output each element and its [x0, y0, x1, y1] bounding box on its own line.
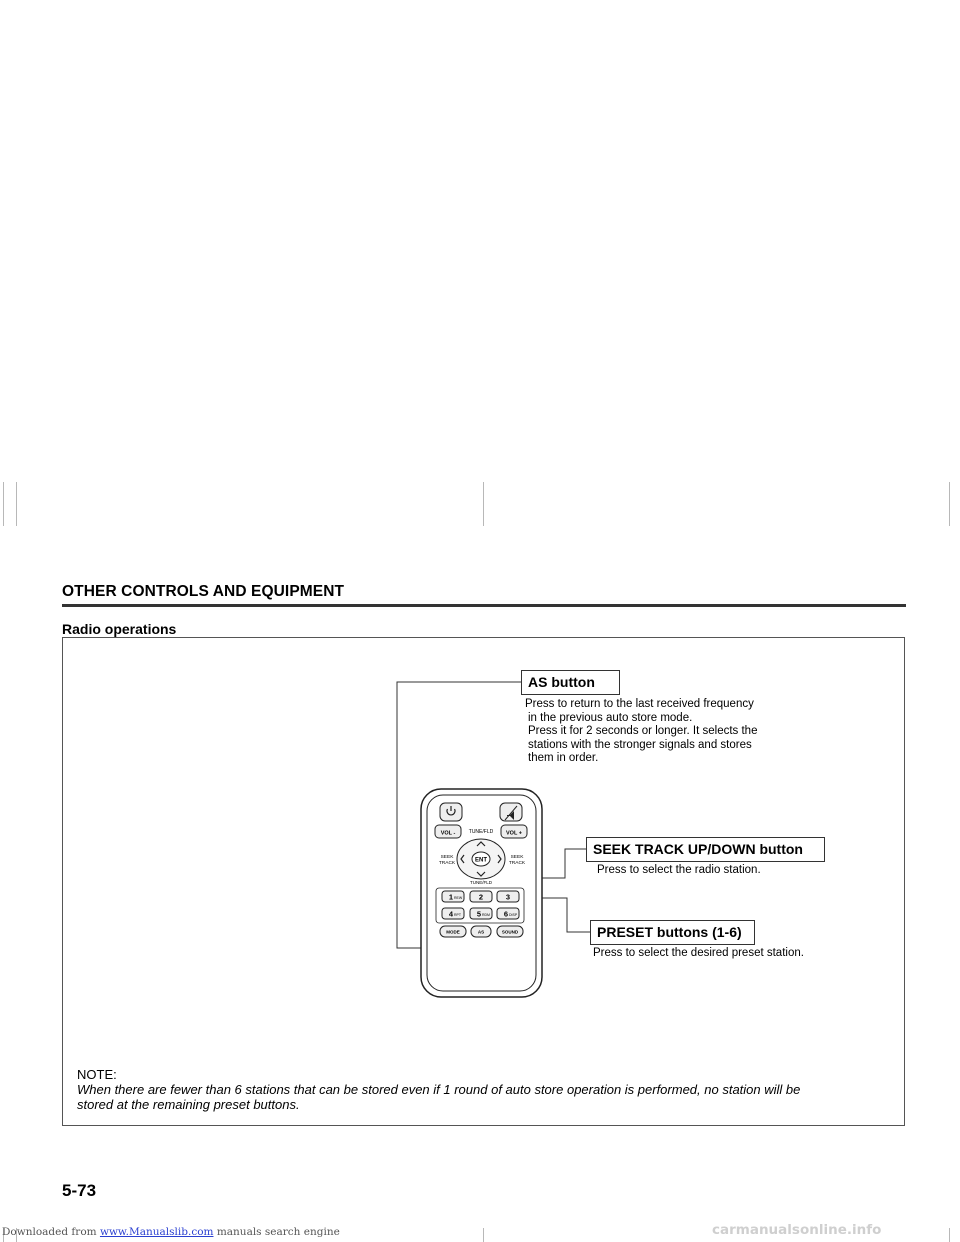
seek-left-label-2: TRACK: [438, 861, 456, 866]
note-line: stored at the remaining preset buttons.: [77, 1097, 300, 1112]
key-1: 1: [448, 892, 453, 902]
manualslib-link[interactable]: www.Manualslib.com: [99, 1226, 214, 1238]
sub-title: Radio operations: [62, 621, 177, 637]
note: [77, 1067, 800, 1112]
seek-left-label-1: SEEK: [440, 855, 454, 860]
key-5-sub: RDM: [482, 913, 490, 917]
remote-control: [421, 789, 542, 997]
mode-label: MODE: [446, 929, 460, 935]
ent-label: ENT: [475, 857, 487, 864]
sound-label: SOUND: [501, 929, 519, 935]
key-6: 6: [503, 909, 508, 919]
power-button: [440, 803, 462, 821]
key-3: 3: [505, 892, 511, 902]
tune-fld-bottom-label: TUNE/FLD: [469, 880, 493, 885]
page-number: 5-73: [62, 1181, 97, 1200]
seek-right-label-2: TRACK: [508, 861, 526, 866]
as-remote-label: AS: [477, 929, 485, 935]
key-6-sub: DISP: [509, 913, 518, 917]
as-button-label: AS button: [521, 670, 620, 695]
key-2: 2: [478, 892, 484, 902]
key-5: 5: [476, 909, 481, 919]
seek-right-label-1: SEEK: [510, 855, 524, 860]
preset-buttons-label: PRESET buttons (1-6): [590, 920, 755, 945]
note-line: When there are fewer than 6 stations that can be stored even if 1 round of auto store operation is performed, no station will be: [77, 1082, 801, 1097]
mute-button: [500, 803, 522, 821]
preset-buttons-description: Press to select the desired preset station.: [593, 947, 804, 959]
tune-fld-label: TUNE/FLD: [468, 829, 494, 835]
note-heading: NOTE:: [77, 1067, 117, 1082]
key-4-sub: RPT: [454, 913, 461, 917]
section-title: OTHER CONTROLS AND EQUIPMENT: [62, 583, 345, 600]
as-button-description: Press to return to the last received frequency in the previous auto store mode. Press it for 2 seconds or longer. It selects the stations with the stronger signals and stores them in order.: [525, 698, 758, 764]
footer-download-note: Downloaded from www.Manualslib.com manuals search engine: [2, 1226, 340, 1238]
seek-button-label: SEEK TRACK UP/DOWN button: [586, 837, 825, 862]
key-4: 4: [448, 909, 453, 919]
seek-button-description: Press to select the radio station.: [597, 864, 761, 876]
watermark: carmanualsonline.info: [712, 1222, 882, 1238]
key-1-sub: REW: [454, 896, 463, 900]
vol-plus-label: VOL +: [506, 830, 522, 837]
vol-minus-label: VOL -: [440, 830, 456, 837]
